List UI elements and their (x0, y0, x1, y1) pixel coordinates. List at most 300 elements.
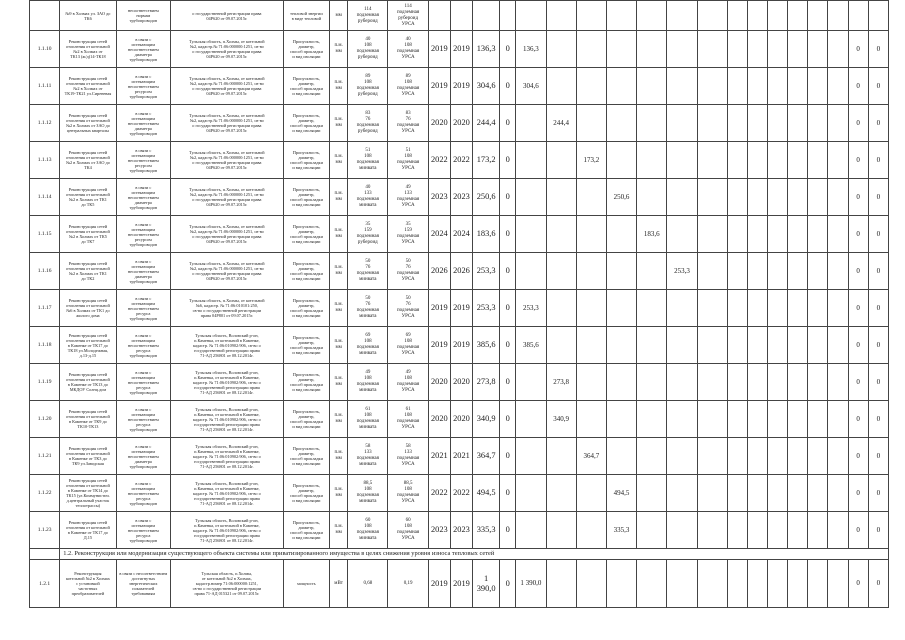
parameter-description-cell: Пропускность, диаметр, способ прокладки и вид изоляции (283, 438, 329, 475)
cost-2019-cell: 253,3 (516, 290, 546, 327)
cost-2023-cell (637, 105, 667, 142)
empty-cell (808, 253, 828, 290)
zero-col-1-cell: 0 (848, 560, 868, 608)
project-name-cell: Реконструкция сетей отопления от котельной №2 в Холмах от ТК1 до ТК2 (60, 253, 116, 290)
reason-cell: в связи с истекающим несоответствием ресурса трубопроводов (116, 512, 170, 549)
location-cell: Тульская область, Воловский р-он, п.Каменка, от котельной в Каменке, кадастр. № 71:06:010902:906, св-во о государственной регистрации права 71-АД 256801 от 08.12.2014г. (170, 438, 283, 475)
value-before-cell: 0,68 (348, 560, 388, 608)
empty-cell (768, 68, 788, 105)
project-code-cell: 1.2.1 (30, 560, 60, 608)
cost-2024-cell (667, 327, 697, 364)
empty-cell (727, 475, 747, 512)
cost-2022-cell (606, 68, 636, 105)
empty-cell (727, 438, 747, 475)
cost-col-1-cell: 0 (500, 216, 516, 253)
zero-col-2-cell: 0 (868, 105, 888, 142)
zero-col-1-cell: 0 (848, 142, 868, 179)
cost-2022-cell: 250,6 (606, 179, 636, 216)
cost-2023-cell (637, 512, 667, 549)
parameter-description-cell: Пропускность, диаметр, способ прокладки и вид изоляции (283, 364, 329, 401)
cost-2025-cell (697, 179, 727, 216)
empty-cell (788, 475, 808, 512)
cost-2019-cell (516, 1, 546, 31)
reason-cell: в связи с истекающим несоответствием диаметра трубопроводов (116, 253, 170, 290)
cost-2025-cell (697, 512, 727, 549)
total-cost-cell: 335,3 (473, 512, 500, 549)
table-row (30, 105, 889, 142)
start-year-cell: 2022 (428, 142, 450, 179)
end-year-cell: 2019 (450, 327, 472, 364)
empty-cell (30, 549, 60, 560)
cost-2023-cell (637, 68, 667, 105)
cost-2025-cell (697, 438, 727, 475)
empty-cell (768, 475, 788, 512)
cost-2024-cell (667, 179, 697, 216)
empty-cell (768, 401, 788, 438)
parameter-description-cell: Пропускность, диаметр, способ прокладки и вид изоляции (283, 290, 329, 327)
zero-col-2-cell: 0 (868, 512, 888, 549)
project-code-cell: 1.1.21 (30, 438, 60, 475)
empty-cell (768, 179, 788, 216)
empty-cell (768, 31, 788, 68)
parameter-description-cell: мощность (283, 560, 329, 608)
zero-col-1-cell: 0 (848, 364, 868, 401)
parameter-description-cell: Пропускность, диаметр, способ прокладки и вид изоляции (283, 475, 329, 512)
total-cost-cell: 494,5 (473, 475, 500, 512)
cost-2022-cell (606, 327, 636, 364)
project-name-cell: Реконструкция сетей отопления от котельной №6 в Холмах от ТК1 до жилого дома (60, 290, 116, 327)
project-code-cell (30, 1, 60, 31)
cost-col-1-cell: 0 (500, 401, 516, 438)
value-after-cell: 60 108 подземная УРСА (388, 512, 428, 549)
zero-col-1-cell: 0 (848, 512, 868, 549)
cost-2023-cell (637, 364, 667, 401)
total-cost-cell: 340,9 (473, 401, 500, 438)
value-after-cell: 58 133 подземная УРСА (388, 438, 428, 475)
empty-cell (747, 290, 767, 327)
empty-cell (808, 364, 828, 401)
location-cell: Тульская область, п.Холмы, от котельной №2, кадастр.№ 71:06:000000:1251, св-во о государственной регистрации права 04Р620 от 09.07.2015г. (170, 105, 283, 142)
value-before-cell: 58 133 подземная минвата (348, 438, 388, 475)
zero-col-2-cell: 0 (868, 438, 888, 475)
end-year-cell: 2024 (450, 216, 472, 253)
parameter-description-cell: Пропускность, диаметр, способ прокладки и вид изоляции (283, 401, 329, 438)
location-cell: Тульская область, п.Холмы, от котельной №2, кадастр.№ 71:06:000000:1251, св-во о государственной регистрации права 04Р620 от 09.07.2015г. (170, 253, 283, 290)
cost-2020-cell (546, 290, 576, 327)
value-after-cell: 50 76 подземная УРСА (388, 253, 428, 290)
reason-cell: в связи с истекающим несоответствием ресурсом трубопроводов (116, 68, 170, 105)
empty-cell (768, 438, 788, 475)
cost-2020-cell (546, 31, 576, 68)
zero-col-1-cell: 0 (848, 327, 868, 364)
start-year-cell: 2024 (428, 216, 450, 253)
cost-2020-cell (546, 68, 576, 105)
empty-cell (808, 560, 828, 608)
unit-cell: п.м. мм (330, 512, 348, 549)
cost-2023-cell (637, 1, 667, 31)
project-code-cell: 1.1.11 (30, 68, 60, 105)
cost-2021-cell (576, 401, 606, 438)
cost-2022-cell (606, 142, 636, 179)
empty-cell (727, 142, 747, 179)
cost-2019-cell (516, 401, 546, 438)
cost-2024-cell (667, 475, 697, 512)
empty-cell (747, 475, 767, 512)
zero-col-2-cell: 0 (868, 216, 888, 253)
zero-col-2-cell: 0 (868, 560, 888, 608)
cost-2025-cell (697, 31, 727, 68)
parameter-description-cell: Пропускность, диаметр, способ прокладки и вид изоляции (283, 105, 329, 142)
zero-col-1-cell: 0 (848, 68, 868, 105)
project-code-cell: 1.1.16 (30, 253, 60, 290)
zero-col-1-cell: 0 (848, 290, 868, 327)
table-row (30, 68, 889, 105)
cost-2021-cell (576, 560, 606, 608)
empty-cell (768, 327, 788, 364)
project-code-cell: 1.1.22 (30, 475, 60, 512)
end-year-cell: 2023 (450, 179, 472, 216)
start-year-cell: 2019 (428, 31, 450, 68)
unit-cell: п.м. мм (330, 179, 348, 216)
empty-cell (747, 1, 767, 31)
project-code-cell: 1.1.20 (30, 401, 60, 438)
empty-cell (808, 31, 828, 68)
empty-cell (788, 142, 808, 179)
value-before-cell: 50 76 подземная минвата (348, 290, 388, 327)
value-before-cell: 83 76 подземная рубероид (348, 105, 388, 142)
cost-2021-cell (576, 512, 606, 549)
cost-2020-cell (546, 438, 576, 475)
value-before-cell: 50 76 подземная минвата (348, 253, 388, 290)
cost-2020-cell (546, 142, 576, 179)
cost-2020-cell: 244,4 (546, 105, 576, 142)
start-year-cell: 2021 (428, 438, 450, 475)
table-row (30, 253, 889, 290)
cost-2024-cell (667, 401, 697, 438)
cost-2019-cell (516, 253, 546, 290)
project-code-cell: 1.1.15 (30, 216, 60, 253)
cost-2024-cell (667, 438, 697, 475)
unit-cell: п.м. мм (330, 401, 348, 438)
empty-cell (828, 253, 848, 290)
zero-col-1-cell: 0 (848, 253, 868, 290)
empty-cell (828, 68, 848, 105)
table-row (30, 142, 889, 179)
reason-cell: в связи с истекающим несоответствием ресурса трубопроводов (116, 401, 170, 438)
zero-col-2-cell: 0 (868, 179, 888, 216)
cost-col-1-cell: 0 (500, 438, 516, 475)
cost-col-1-cell: 0 (500, 179, 516, 216)
unit-cell: мм (330, 1, 348, 31)
cost-2024-cell (667, 512, 697, 549)
parameter-description-cell: тепловой энергии в виде тепловой (283, 1, 329, 31)
zero-col-2-cell: 0 (868, 475, 888, 512)
empty-cell (747, 253, 767, 290)
empty-cell (747, 438, 767, 475)
end-year-cell: 2022 (450, 142, 472, 179)
empty-cell (788, 105, 808, 142)
cost-2023-cell (637, 560, 667, 608)
table-row (30, 290, 889, 327)
empty-cell (828, 31, 848, 68)
end-year-cell: 2019 (450, 290, 472, 327)
location-cell: Тульская область, Воловский р-он, п.Каменка, от котельной в Каменке, кадастр. № 71:06:010902:906, св-во о государственной регистрации права 71-АД 256801 от 08.12.2014г. (170, 512, 283, 549)
value-after-cell: 83 76 подземная УРСА (388, 105, 428, 142)
parameter-description-cell: Пропускность, диаметр, способ прокладки и вид изоляции (283, 31, 329, 68)
reason-cell: в связи с истекающим несоответствием ресурсом трубопроводов (116, 142, 170, 179)
total-cost-cell: 253,3 (473, 253, 500, 290)
parameter-description-cell: Пропускность, диаметр, способ прокладки и вид изоляции (283, 68, 329, 105)
empty-cell (808, 216, 828, 253)
value-after-cell: 49 133 подземная УРСА (388, 179, 428, 216)
empty-cell (727, 364, 747, 401)
zero-col-1-cell: 0 (848, 438, 868, 475)
parameter-description-cell: Пропускность, диаметр, способ прокладки и вид изоляции (283, 327, 329, 364)
empty-cell (747, 560, 767, 608)
cost-2022-cell (606, 438, 636, 475)
reason-cell: в связи с истекающим несоответствием ресурса трубопроводов (116, 475, 170, 512)
cost-2020-cell: 340,9 (546, 401, 576, 438)
cost-2023-cell (637, 253, 667, 290)
value-after-cell: 114 подземная рубероид УРСА (388, 1, 428, 31)
value-before-cell: 40 133 подземная минвата (348, 179, 388, 216)
empty-cell (828, 1, 848, 31)
unit-cell: мВт (330, 560, 348, 608)
cost-2024-cell (667, 216, 697, 253)
project-code-cell: 1.1.13 (30, 142, 60, 179)
zero-col-2-cell: 0 (868, 401, 888, 438)
parameter-description-cell: Пропускность, диаметр, способ прокладки и вид изоляции (283, 216, 329, 253)
cost-2019-cell (516, 179, 546, 216)
unit-cell: п.м. мм (330, 31, 348, 68)
table-row (30, 401, 889, 438)
cost-col-1-cell: 0 (500, 253, 516, 290)
cost-2022-cell (606, 401, 636, 438)
cost-2023-cell (637, 179, 667, 216)
reason-cell: в связи с истекающим несоответствием диаметра трубопроводов (116, 31, 170, 68)
table-row (30, 216, 889, 253)
cost-2022-cell (606, 290, 636, 327)
cost-2022-cell (606, 31, 636, 68)
reason-cell: в связи с истекающим несоответствием диаметра трубопроводов (116, 438, 170, 475)
cost-2025-cell (697, 142, 727, 179)
empty-cell (747, 216, 767, 253)
cost-col-1-cell: 0 (500, 512, 516, 549)
value-after-cell: 0,19 (388, 560, 428, 608)
project-name-cell: Реконструкция котельной №2 в Холмах с установкой частотных преобразователей (60, 560, 116, 608)
empty-cell (788, 253, 808, 290)
total-cost-cell: 136,3 (473, 31, 500, 68)
value-before-cell: 89 108 подземная рубероид (348, 68, 388, 105)
start-year-cell: 2020 (428, 401, 450, 438)
end-year-cell: 2020 (450, 401, 472, 438)
value-after-cell: 61 108 подземная УРСА (388, 401, 428, 438)
location-cell: Тульская область, п.Холмы, от котельной №2, кадастр.№ 71:06:000000:1251, св-во о государственной регистрации права 04Р620 от 09.07.2015г. (170, 179, 283, 216)
cost-2022-cell (606, 105, 636, 142)
start-year-cell: 2020 (428, 105, 450, 142)
value-after-cell: 35 159 подземная УРСА (388, 216, 428, 253)
total-cost-cell: 183,6 (473, 216, 500, 253)
start-year-cell: 2022 (428, 475, 450, 512)
cost-col-1-cell: 0 (500, 327, 516, 364)
project-name-cell: Реконструкция сетей отопления от котельной №2 в Холмах от ТК13 (ж/д)14-ТК18 (60, 31, 116, 68)
cost-2021-cell (576, 327, 606, 364)
empty-cell (747, 142, 767, 179)
cost-2021-cell (576, 290, 606, 327)
location-cell: Тульская область, п.Холмы, от котельной №2, кадастр.№ 71:06:000000:1251, св-во о государственной регистрации права 04Р620 от 09.07.2015г. (170, 31, 283, 68)
parameter-description-cell: Пропускность, диаметр, способ прокладки и вид изоляции (283, 179, 329, 216)
unit-cell: п.м. мм (330, 364, 348, 401)
unit-cell: п.м. мм (330, 327, 348, 364)
cost-2024-cell: 253,3 (667, 253, 697, 290)
cost-2022-cell (606, 560, 636, 608)
project-code-cell: 1.1.18 (30, 327, 60, 364)
unit-cell: п.м. мм (330, 290, 348, 327)
cost-2019-cell (516, 364, 546, 401)
empty-cell (747, 31, 767, 68)
zero-col-2-cell: 0 (868, 68, 888, 105)
cost-2021-cell (576, 68, 606, 105)
end-year-cell: 2019 (450, 68, 472, 105)
total-cost-cell: 244,4 (473, 105, 500, 142)
project-name-cell: Реконструкция сетей отопления от котельной №2 в Холмах от ТК19-ТК21 ул.Сиреневая (60, 68, 116, 105)
cost-2021-cell (576, 31, 606, 68)
cost-2023-cell (637, 142, 667, 179)
cost-2025-cell (697, 1, 727, 31)
empty-cell (808, 105, 828, 142)
location-cell: Тульская область, п.Холмы, от котельной №2, кадастр.№ 71:06:000000:1251, св-во о государственной регистрации права 04Р620 от 09.07.2015г. (170, 68, 283, 105)
end-year-cell: 2020 (450, 364, 472, 401)
total-cost-cell: 364,7 (473, 438, 500, 475)
project-code-cell: 1.1.12 (30, 105, 60, 142)
empty-cell (768, 290, 788, 327)
empty-cell (727, 105, 747, 142)
project-code-cell: 1.1.19 (30, 364, 60, 401)
value-before-cell: 35 159 подземная рубероид (348, 216, 388, 253)
empty-cell (808, 1, 828, 31)
empty-cell (768, 364, 788, 401)
empty-cell (828, 142, 848, 179)
empty-cell (788, 438, 808, 475)
total-cost-cell: 385,6 (473, 327, 500, 364)
total-cost-cell: 173,2 (473, 142, 500, 179)
empty-cell (727, 179, 747, 216)
value-before-cell: 49 108 подземная минвата (348, 364, 388, 401)
table-row (30, 560, 889, 608)
zero-col-2-cell: 0 (868, 327, 888, 364)
cost-2024-cell (667, 290, 697, 327)
value-before-cell: 51 108 подземная минвата (348, 142, 388, 179)
start-year-cell: 2023 (428, 179, 450, 216)
cost-2020-cell (546, 327, 576, 364)
location-cell: Тульская область, Воловский р-он, п.Каменка, от котельной в Каменке, кадастр. № 71:06:010902:906, св-во о государственной регистрации права 71-АД 256801 от 08.12.2014г. (170, 364, 283, 401)
cost-2023-cell (637, 475, 667, 512)
table-row (30, 31, 889, 68)
empty-cell (768, 512, 788, 549)
cost-2020-cell: 273,8 (546, 364, 576, 401)
cost-2022-cell (606, 364, 636, 401)
table-row (30, 512, 889, 549)
unit-cell: п.м. мм (330, 475, 348, 512)
empty-cell (788, 290, 808, 327)
parameter-description-cell: Пропускность, диаметр, способ прокладки и вид изоляции (283, 253, 329, 290)
empty-cell (747, 327, 767, 364)
empty-cell (788, 216, 808, 253)
empty-cell (747, 401, 767, 438)
empty-cell (808, 512, 828, 549)
empty-cell (808, 68, 828, 105)
value-before-cell: 88,5 108 подземная минвата (348, 475, 388, 512)
cost-2019-cell (516, 512, 546, 549)
start-year-cell: 2019 (428, 560, 450, 608)
reason-cell: в связи с истекающим несоответствием диаметра трубопроводов (116, 179, 170, 216)
empty-cell (828, 179, 848, 216)
location-cell: Тульская область, п.Холмы, от котельной №6, кадастр. № 71:06:010101:250, св-во о государственной регистрации права 04Р801 от 09.07.2015г. (170, 290, 283, 327)
empty-cell (727, 560, 747, 608)
zero-col-1-cell (848, 1, 868, 31)
cost-2025-cell (697, 475, 727, 512)
reason-cell: в связи с истекающим несоответствием ресурса трубопроводов (116, 290, 170, 327)
end-year-cell: 2023 (450, 512, 472, 549)
value-before-cell: 114 подземная рубероид (348, 1, 388, 31)
empty-cell (768, 253, 788, 290)
empty-cell (788, 401, 808, 438)
cost-2025-cell (697, 364, 727, 401)
zero-col-2-cell: 0 (868, 142, 888, 179)
cost-2021-cell (576, 253, 606, 290)
empty-cell (788, 68, 808, 105)
cost-2022-cell: 494,5 (606, 475, 636, 512)
empty-cell (768, 1, 788, 31)
cost-2021-cell (576, 475, 606, 512)
total-cost-cell: 273,8 (473, 364, 500, 401)
zero-col-1-cell: 0 (848, 31, 868, 68)
empty-cell (727, 68, 747, 105)
cost-col-1-cell: 0 (500, 560, 516, 608)
cost-col-1-cell: 0 (500, 290, 516, 327)
cost-2024-cell (667, 142, 697, 179)
unit-cell: п.м. мм (330, 438, 348, 475)
cost-2025-cell (697, 560, 727, 608)
empty-cell (828, 364, 848, 401)
unit-cell: п.м. мм (330, 216, 348, 253)
empty-cell (727, 512, 747, 549)
empty-cell (808, 401, 828, 438)
empty-cell (808, 475, 828, 512)
empty-cell (788, 364, 808, 401)
cost-2023-cell (637, 401, 667, 438)
start-year-cell: 2020 (428, 364, 450, 401)
cost-2019-cell: 1 390,0 (516, 560, 546, 608)
cost-2023-cell (637, 327, 667, 364)
total-cost-cell: 304,6 (473, 68, 500, 105)
project-name-cell: Реконструкция сетей отопления от котельной №2 в Холмах от ТК5 до ТК7 (60, 216, 116, 253)
reason-cell: в связи с истекающим несоответствием ресурса трубопроводов (116, 364, 170, 401)
location-cell: Тульская область, Воловский р-он, п.Каменка, от котельной в Каменке, кадастр. № 71:06:010902:906, св-во о государственной регистрации права 71-АД 256801 от 08.12.2014г. (170, 475, 283, 512)
empty-cell (727, 290, 747, 327)
parameter-description-cell: Пропускность, диаметр, способ прокладки и вид изоляции (283, 142, 329, 179)
cost-2025-cell (697, 105, 727, 142)
location-cell: Тульская область, п.Холмы, от котельной №2 в Холмах, кадастр.номер 71:06:000000:1251, св-во о государственной регистрации права 71-АД 015321 от 09.07.2015г. (170, 560, 283, 608)
empty-cell (828, 105, 848, 142)
empty-cell (788, 179, 808, 216)
investment-program-table (29, 0, 889, 608)
cost-2023-cell (637, 31, 667, 68)
empty-cell (808, 142, 828, 179)
end-year-cell: 2026 (450, 253, 472, 290)
end-year-cell (450, 1, 472, 31)
project-name-cell: Реконструкция сетей отопления от котельной в Каменке от ТК17 до Д.15 (60, 512, 116, 549)
